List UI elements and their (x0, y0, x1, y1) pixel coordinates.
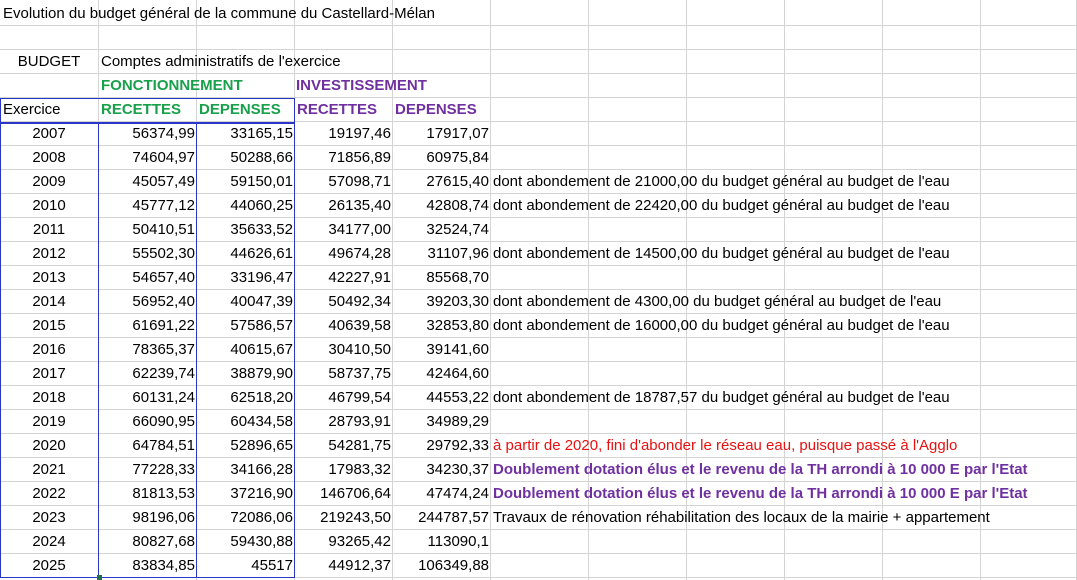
i-depenses-cell[interactable]: 106349,88 (418, 557, 489, 574)
i-depenses-cell[interactable]: 39141,60 (426, 341, 489, 358)
i-depenses-cell[interactable]: 31107,96 (427, 245, 489, 262)
i-depenses-cell[interactable]: 39203,30 (426, 293, 489, 310)
f-recettes-cell[interactable]: 61691,22 (132, 317, 195, 334)
year-cell[interactable]: 2008 (32, 149, 66, 166)
f-recettes-cell[interactable]: 62239,74 (132, 365, 195, 382)
f-recettes-cell[interactable]: 54657,40 (132, 269, 195, 286)
year-cell[interactable]: 2020 (32, 437, 66, 454)
i-depenses-cell[interactable]: 34230,37 (426, 461, 489, 478)
i-depenses-cell[interactable]: 42808,74 (426, 197, 489, 214)
f-depenses-cell[interactable]: 44626,61 (230, 245, 293, 262)
i-depenses-cell[interactable]: 27615,40 (426, 173, 489, 190)
f-depenses-cell[interactable]: 59150,01 (230, 173, 293, 190)
f-depenses-cell[interactable]: 62518,20 (230, 389, 293, 406)
i-depenses-cell[interactable]: 85568,70 (426, 269, 489, 286)
i-recettes-cell[interactable]: 50492,34 (328, 293, 391, 310)
note-cell[interactable]: dont abondement de 21000,00 du budget général au budget de l'eau (493, 173, 950, 190)
i-recettes-cell[interactable]: 146706,64 (320, 485, 391, 502)
f-depenses-cell[interactable]: 35633,52 (230, 221, 293, 238)
i-recettes-header[interactable]: RECETTES (297, 101, 378, 118)
i-recettes-cell[interactable]: 57098,71 (328, 173, 391, 190)
f-recettes-cell[interactable]: 56374,99 (132, 125, 195, 142)
selection-fill-handle[interactable] (97, 575, 102, 580)
f-recettes-cell[interactable]: 66090,95 (132, 413, 195, 430)
year-cell[interactable]: 2012 (32, 245, 66, 262)
f-depenses-cell[interactable]: 60434,58 (230, 413, 293, 430)
f-recettes-cell[interactable]: 98196,06 (132, 509, 195, 526)
f-depenses-cell[interactable]: 57586,57 (230, 317, 293, 334)
i-recettes-cell[interactable]: 93265,42 (328, 533, 391, 550)
f-depenses-cell[interactable]: 40615,67 (230, 341, 293, 358)
year-cell[interactable]: 2009 (32, 173, 66, 190)
year-cell[interactable]: 2007 (32, 125, 66, 142)
note-cell[interactable]: à partir de 2020, fini d'abonder le réseau eau, puisque passé à l'Agglo (493, 437, 958, 454)
i-depenses-cell[interactable]: 32524,74 (426, 221, 489, 238)
f-recettes-cell[interactable]: 81813,53 (132, 485, 195, 502)
year-cell[interactable]: 2024 (32, 533, 66, 550)
year-cell[interactable]: 2022 (32, 485, 66, 502)
year-cell[interactable]: 2021 (32, 461, 66, 478)
exercice-header[interactable]: Exercice (3, 101, 61, 118)
i-depenses-cell[interactable]: 32853,80 (426, 317, 489, 334)
f-recettes-cell[interactable]: 77228,33 (132, 461, 195, 478)
i-recettes-cell[interactable]: 58737,75 (328, 365, 391, 382)
f-recettes-cell[interactable]: 83834,85 (132, 557, 195, 574)
f-recettes-cell[interactable]: 74604,97 (132, 149, 195, 166)
f-depenses-cell[interactable]: 59430,88 (230, 533, 293, 550)
i-depenses-cell[interactable]: 244787,57 (418, 509, 489, 526)
f-recettes-cell[interactable]: 60131,24 (132, 389, 195, 406)
note-cell[interactable]: dont abondement de 22420,00 du budget général au budget de l'eau (493, 197, 950, 214)
note-cell[interactable]: dont abondement de 4300,00 du budget général au budget de l'eau (493, 293, 942, 310)
f-depenses-cell[interactable]: 52896,65 (230, 437, 293, 454)
f-depenses-cell[interactable]: 33165,15 (230, 125, 293, 142)
note-cell[interactable]: dont abondement de 18787,57 du budget général au budget de l'eau (493, 389, 950, 406)
note-cell[interactable]: Doublement dotation élus et le revenu de la TH arrondi à 10 000 E par l'Etat (493, 485, 1028, 502)
sheet-title[interactable]: Evolution du budget général de la commune du Castellard-Mélan (3, 5, 435, 22)
investissement-header[interactable]: INVESTISSEMENT (296, 77, 427, 94)
note-cell[interactable]: dont abondement de 16000,00 du budget général au budget de l'eau (493, 317, 950, 334)
year-cell[interactable]: 2019 (32, 413, 66, 430)
i-depenses-cell[interactable]: 42464,60 (426, 365, 489, 382)
year-cell[interactable]: 2016 (32, 341, 66, 358)
fonctionnement-header[interactable]: FONCTIONNEMENT (101, 77, 243, 94)
i-recettes-cell[interactable]: 219243,50 (320, 509, 391, 526)
i-recettes-cell[interactable]: 71856,89 (328, 149, 391, 166)
note-cell[interactable]: Doublement dotation élus et le revenu de la TH arrondi à 10 000 E par l'Etat (493, 461, 1028, 478)
year-cell[interactable]: 2015 (32, 317, 66, 334)
f-recettes-cell[interactable]: 45777,12 (132, 197, 195, 214)
i-depenses-cell[interactable]: 29792,33 (426, 437, 489, 454)
f-depenses-header[interactable]: DEPENSES (199, 101, 281, 118)
year-cell[interactable]: 2025 (32, 557, 66, 574)
i-recettes-cell[interactable]: 28793,91 (328, 413, 391, 430)
i-depenses-cell[interactable]: 47474,24 (426, 485, 489, 502)
note-cell[interactable]: dont abondement de 14500,00 du budget général au budget de l'eau (493, 245, 950, 262)
year-cell[interactable]: 2018 (32, 389, 66, 406)
f-depenses-cell[interactable]: 45517 (251, 557, 293, 574)
i-recettes-cell[interactable]: 30410,50 (328, 341, 391, 358)
f-recettes-cell[interactable]: 55502,30 (132, 245, 195, 262)
f-depenses-cell[interactable]: 37216,90 (230, 485, 293, 502)
year-cell[interactable]: 2017 (32, 365, 66, 382)
f-recettes-cell[interactable]: 78365,37 (132, 341, 195, 358)
f-depenses-cell[interactable]: 33196,47 (230, 269, 293, 286)
i-recettes-cell[interactable]: 54281,75 (328, 437, 391, 454)
i-recettes-cell[interactable]: 49674,28 (328, 245, 391, 262)
f-depenses-cell[interactable]: 50288,66 (230, 149, 293, 166)
i-recettes-cell[interactable]: 34177,00 (328, 221, 391, 238)
f-depenses-cell[interactable]: 40047,39 (230, 293, 293, 310)
i-depenses-cell[interactable]: 60975,84 (426, 149, 489, 166)
f-depenses-cell[interactable]: 44060,25 (230, 197, 293, 214)
year-cell[interactable]: 2013 (32, 269, 66, 286)
f-recettes-cell[interactable]: 45057,49 (132, 173, 195, 190)
i-recettes-cell[interactable]: 26135,40 (328, 197, 391, 214)
year-cell[interactable]: 2010 (32, 197, 66, 214)
i-recettes-cell[interactable]: 42227,91 (328, 269, 391, 286)
comptes-label[interactable]: Comptes administratifs de l'exercice (101, 53, 341, 70)
i-depenses-cell[interactable]: 113090,1 (427, 533, 489, 550)
i-recettes-cell[interactable]: 46799,54 (328, 389, 391, 406)
i-depenses-cell[interactable]: 34989,29 (426, 413, 489, 430)
f-recettes-cell[interactable]: 50410,51 (132, 221, 195, 238)
i-depenses-header[interactable]: DEPENSES (395, 101, 477, 118)
i-recettes-cell[interactable]: 44912,37 (328, 557, 391, 574)
year-cell[interactable]: 2014 (32, 293, 66, 310)
i-depenses-cell[interactable]: 17917,07 (426, 125, 489, 142)
i-depenses-cell[interactable]: 44553,22 (426, 389, 489, 406)
note-cell[interactable]: Travaux de rénovation réhabilitation des locaux de la mairie + appartement (493, 509, 990, 526)
f-depenses-cell[interactable]: 38879,90 (230, 365, 293, 382)
i-recettes-cell[interactable]: 40639,58 (328, 317, 391, 334)
f-recettes-header[interactable]: RECETTES (101, 101, 182, 118)
f-recettes-cell[interactable]: 80827,68 (132, 533, 195, 550)
f-depenses-cell[interactable]: 34166,28 (230, 461, 293, 478)
year-cell[interactable]: 2011 (32, 221, 66, 238)
i-recettes-cell[interactable]: 19197,46 (328, 125, 391, 142)
i-recettes-cell[interactable]: 17983,32 (328, 461, 391, 478)
f-recettes-cell[interactable]: 64784,51 (132, 437, 195, 454)
f-recettes-cell[interactable]: 56952,40 (132, 293, 195, 310)
budget-label[interactable]: BUDGET (17, 53, 81, 70)
f-depenses-cell[interactable]: 72086,06 (230, 509, 293, 526)
year-cell[interactable]: 2023 (32, 509, 66, 526)
grid-column-line (490, 0, 491, 580)
